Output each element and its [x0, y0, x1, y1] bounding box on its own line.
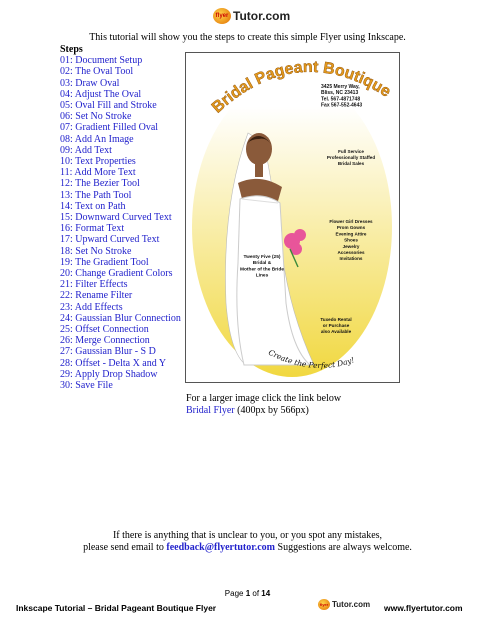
- step-link[interactable]: 28: Offset - Delta X and Y: [60, 357, 167, 369]
- step-link[interactable]: 13: The Path Tool: [60, 189, 132, 201]
- page-total: 14: [261, 589, 271, 598]
- step-link[interactable]: 21: Filter Effects: [60, 279, 128, 291]
- step-link[interactable]: 11: Add More Text: [60, 167, 136, 179]
- flyer-line: Bliss, NC 23413: [321, 90, 359, 97]
- intro-text: This tutorial will show you the steps to create this simple Flyer using Inkscape.: [89, 32, 406, 43]
- feedback-suffix: Suggestions are always welcome.: [277, 542, 412, 553]
- flyer-line: Professionally Staffed: [326, 155, 376, 160]
- flyer-line: Tuxedo Rental: [320, 317, 352, 322]
- step-link[interactable]: 16: Format Text: [60, 223, 125, 235]
- step-link[interactable]: 29: Apply Drop Shadow: [60, 368, 158, 380]
- flyer-address: [321, 84, 362, 109]
- flyer-line: Shoes: [344, 237, 358, 243]
- feedback-email-link[interactable]: feedback@flyertutor.com: [166, 542, 276, 553]
- flyer-line: Bridal Sales: [337, 161, 365, 166]
- step-link[interactable]: 20: Change Gradient Colors: [60, 268, 173, 280]
- flyer-line: 3425 Merry Way,: [321, 84, 360, 90]
- feedback-message: [0, 530, 495, 554]
- flyer-tux: [320, 317, 351, 334]
- flyer-line: Tel. 567-4871748: [321, 96, 361, 103]
- step-link[interactable]: 05: Oval Fill and Stroke: [60, 100, 157, 112]
- flyer-line: Twenty Five (25): [243, 255, 281, 260]
- flyer-line: or Purchase: [322, 323, 350, 328]
- step-link[interactable]: 02: The Oval Tool: [60, 66, 134, 78]
- step-link[interactable]: 18: Set No Stroke: [60, 245, 132, 257]
- step-link[interactable]: 23: Add Effects: [60, 301, 123, 313]
- bridal-flyer-link[interactable]: Bridal Flyer: [186, 405, 235, 416]
- step-link[interactable]: 25: Offset Connection: [60, 324, 149, 336]
- page-current: 1: [245, 589, 251, 598]
- flyer-line: Fax 567-552-4643: [321, 102, 363, 109]
- flyer-title: Bridal Pageant Boutique: [208, 58, 394, 117]
- step-link[interactable]: 26: Merge Connection: [60, 335, 150, 347]
- logo-badge-icon: flyer: [213, 8, 231, 24]
- footer-logo-badge-icon: flyer: [318, 599, 330, 610]
- flyer-line: Invitations: [339, 256, 363, 262]
- flyer-caption: [186, 393, 341, 417]
- step-link[interactable]: 15: Downward Curved Text: [60, 212, 172, 224]
- caption-line: For a larger image click the link below: [186, 393, 342, 404]
- step-link[interactable]: 09: Add Text: [60, 144, 112, 156]
- flyer-svg: [186, 53, 399, 382]
- feedback-line1: If there is anything that is unclear to you, or you spot any mistakes,: [112, 530, 383, 541]
- footer-logo-text: Tutor.com: [332, 600, 371, 609]
- step-link[interactable]: 14: Text on Path: [60, 200, 126, 212]
- steps-heading: Steps: [60, 44, 83, 55]
- caption-size: (400px by 566px): [237, 405, 309, 416]
- step-link[interactable]: 24: Gaussian Blur Connection: [60, 312, 181, 324]
- flyer-tagline: Create the Perfect Day!: [266, 347, 356, 371]
- step-link[interactable]: 06: Set No Stroke: [60, 111, 132, 123]
- flyer-line: also Available: [320, 329, 352, 334]
- step-link[interactable]: 12: The Bezier Tool: [60, 178, 140, 190]
- flyer-line: Evening Attire: [335, 231, 367, 237]
- step-link[interactable]: 27: Gaussian Blur - S D: [60, 346, 156, 358]
- footer-logo: [318, 599, 370, 610]
- step-link[interactable]: 01: Document Setup: [60, 55, 143, 67]
- step-link[interactable]: 22: Rename Filter: [60, 290, 133, 302]
- footer-title: Inkscape Tutorial – Bridal Pageant Boutique Flyer: [16, 603, 217, 613]
- flyer-line: Accessories: [337, 250, 365, 255]
- flyer-line: Lines: [255, 273, 269, 279]
- step-link[interactable]: 07: Gradient Filled Oval: [60, 122, 159, 134]
- step-link[interactable]: 03: Draw Oval: [60, 77, 120, 89]
- flyer-image[interactable]: [185, 52, 400, 383]
- step-link[interactable]: 08: Add An Image: [60, 133, 134, 145]
- steps-list: [60, 44, 181, 391]
- flyer-line: Jewelry: [342, 243, 360, 249]
- step-link[interactable]: 30: Save File: [60, 380, 113, 392]
- footer-url: www.flyertutor.com: [384, 603, 463, 613]
- page-number: [0, 589, 495, 598]
- flyer-line: Prom Gowns: [336, 225, 366, 231]
- logo-text: Tutor.com: [233, 9, 291, 23]
- page-of: of: [252, 589, 260, 598]
- page-label: Page: [224, 589, 244, 598]
- site-logo: [213, 8, 290, 24]
- step-link[interactable]: 19: The Gradient Tool: [60, 256, 149, 268]
- flyer-line: Flower Girl Dresses: [329, 219, 373, 224]
- flyer-line: Bridal &: [252, 261, 272, 267]
- flyer-line: Full Service: [338, 149, 364, 154]
- steps-items: [60, 55, 181, 391]
- step-link[interactable]: 04: Adjust The Oval: [60, 88, 142, 100]
- step-link[interactable]: 10: Text Properties: [60, 156, 136, 168]
- flyer-line: Mother of the Bride: [240, 267, 284, 273]
- step-link[interactable]: 17: Upward Curved Text: [60, 234, 160, 246]
- feedback-prefix: please send email to: [83, 542, 164, 553]
